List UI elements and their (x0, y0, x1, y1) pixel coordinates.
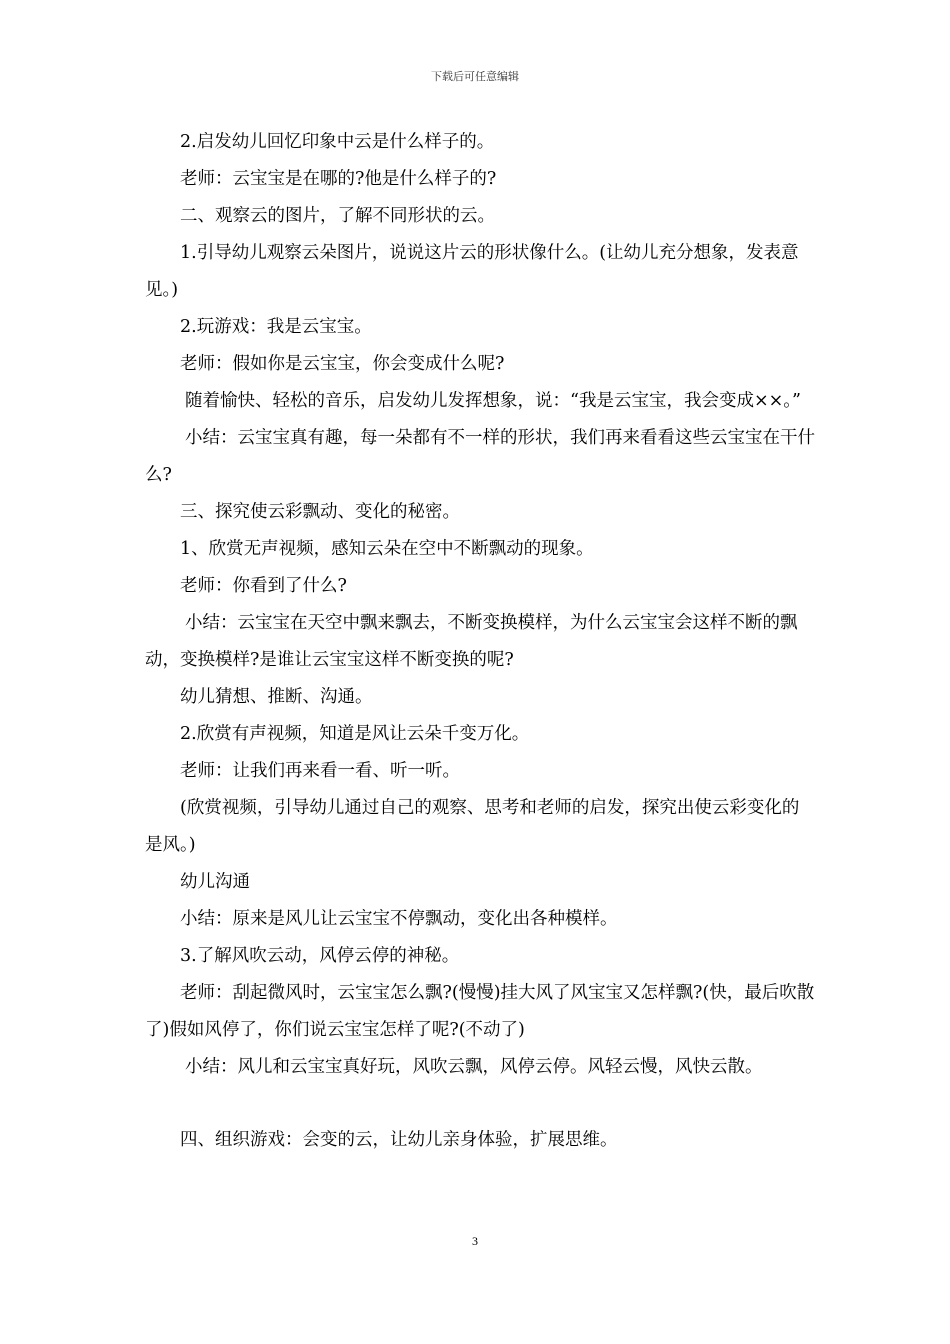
paragraph: 三、探究使云彩飘动、变化的秘密。 (180, 502, 460, 522)
paragraph-gap (145, 1086, 815, 1122)
paragraph: 幼儿沟通 (180, 872, 250, 892)
paragraph: 2.欣赏有声视频，知道是风让云朵千变万化。 (180, 724, 530, 744)
page-number: 3 (472, 1234, 478, 1248)
paragraph: 老师：云宝宝是在哪的?他是什么样子的? (180, 169, 497, 189)
paragraph: (欣赏视频，引导幼儿通过自己的观察、思考和老师的启发，探究出使云彩变化的是风。) (145, 798, 800, 855)
paragraph: 老师：刮起微风时，云宝宝怎么飘?(慢慢)挂大风了风宝宝又怎样飘?(快，最后吹散了)假如风停了，你们说云宝宝怎样了呢?(不动了) (145, 983, 815, 1040)
paragraph: 1、欣赏无声视频，感知云朵在空中不断飘动的现象。 (180, 539, 594, 559)
paragraph: 2.启发幼儿回忆印象中云是什么样子的。 (180, 132, 495, 152)
document-body (145, 124, 815, 1159)
paragraph: 随着愉快、轻松的音乐，启发幼儿发挥想象，说：“我是云宝宝，我会变成××。” (185, 391, 801, 411)
page-header: 下载后可任意编辑 (431, 70, 519, 83)
paragraph: 老师：你看到了什么? (180, 576, 347, 596)
paragraph: 小结：原来是风儿让云宝宝不停飘动，变化出各种模样。 (180, 909, 618, 929)
paragraph: 2.玩游戏：我是云宝宝。 (180, 317, 372, 337)
paragraph: 老师：让我们再来看一看、听一听。 (180, 761, 460, 781)
paragraph: 小结：云宝宝真有趣，每一朵都有不一样的形状，我们再来看看这些云宝宝在干什么? (145, 428, 815, 485)
paragraph: 二、观察云的图片，了解不同形状的云。 (180, 206, 495, 226)
paragraph: 小结：云宝宝在天空中飘来飘去，不断变换模样，为什么云宝宝会这样不断的飘动，变换模样?是谁让云宝宝这样不断变换的呢? (145, 613, 798, 670)
paragraph: 幼儿猜想、推断、沟通。 (180, 687, 373, 707)
paragraph: 小结：风儿和云宝宝真好玩，风吹云飘，风停云停。风轻云慢，风快云散。 (185, 1057, 763, 1077)
paragraph: 老师：假如你是云宝宝，你会变成什么呢? (180, 354, 505, 374)
paragraph: 3.了解风吹云动，风停云停的神秘。 (180, 946, 460, 966)
paragraph: 1.引导幼儿观察云朵图片，说说这片云的形状像什么。(让幼儿充分想象，发表意见。) (145, 243, 799, 300)
paragraph: 四、组织游戏：会变的云，让幼儿亲身体验，扩展思维。 (180, 1130, 618, 1150)
